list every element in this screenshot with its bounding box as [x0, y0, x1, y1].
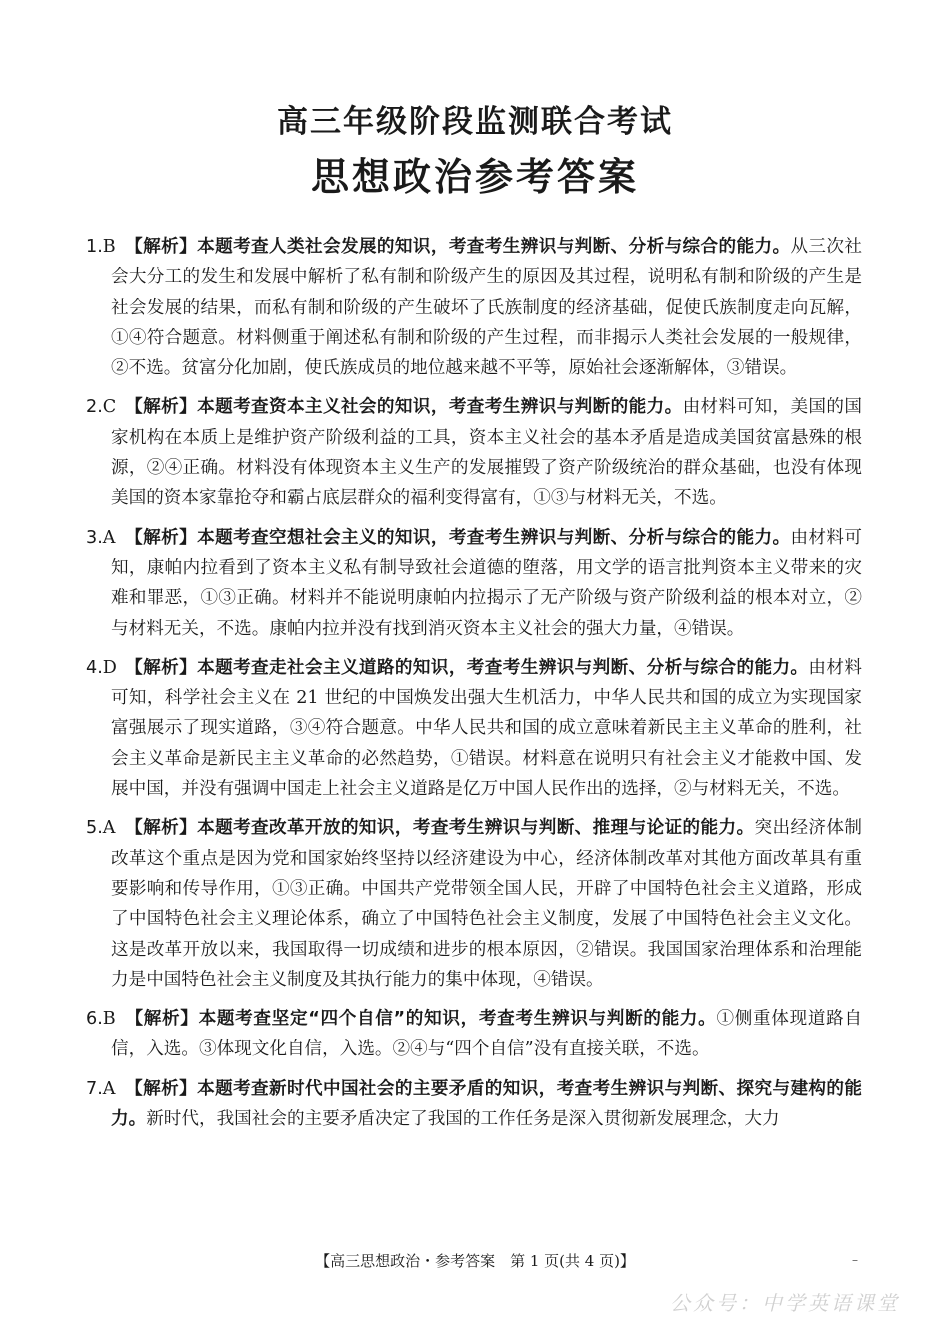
answer-item-5 — [86, 813, 862, 995]
analysis-focus: 本题考查坚定“四个自信”的知识，考查考生辨识与判断的能力。 — [198, 1009, 717, 1030]
analysis-tag: 【解析】 — [124, 1078, 198, 1099]
answer-choice: A — [102, 527, 116, 548]
question-number: 5. — [86, 818, 103, 839]
page-corner-mark: – — [852, 1253, 858, 1267]
answer-choice: A — [102, 818, 116, 839]
answer-choice: B — [102, 1009, 116, 1030]
answer-item-3 — [86, 523, 862, 644]
question-number: 6. — [86, 1009, 103, 1030]
question-number: 4. — [86, 657, 103, 678]
answer-list — [86, 232, 862, 1143]
answer-item-7 — [86, 1074, 862, 1135]
answer-choice: C — [102, 397, 117, 418]
analysis-tag: 【解析】 — [124, 818, 198, 839]
analysis-body: 由材料可知，科学社会主义在 21 世纪的中国焕发出强大生机活力，中华人民共和国的成立为实现国家富强展示了现实道路，③④符合题意。中华人民共和国的成立意味着新民主主义革命的胜利，社会主义革命是新民主主义革命的必然趋势，①错误。材料意在说明只有社会主义才能救中国、发展中国，并没有强调中国走上社会主义道路是亿万中国人民作出的选择，②与材料无关，不选。 — [111, 657, 862, 800]
analysis-focus: 本题考查走社会主义道路的知识，考查考生辨识与判断、分析与综合的能力。 — [197, 657, 809, 678]
analysis-tag: 【解析】 — [124, 237, 198, 257]
question-number: 3. — [86, 527, 103, 548]
question-number: 1. — [86, 237, 103, 257]
analysis-body: 由材料可知，康帕内拉看到了资本主义私有制导致社会道德的堕落，用文学的语言批判资本主义带来的灾难和罪恶，①③正确。材料并不能说明康帕内拉揭示了无产阶级与资产阶级利益的根本对立，②与材料无关，不选。康帕内拉并没有找到消灭资本主义社会的强大力量，④错误。 — [111, 527, 862, 639]
watermark: 公众号：中学英语课堂 — [670, 1291, 900, 1315]
analysis-tag: 【解析】 — [124, 1009, 199, 1030]
answer-item-6 — [86, 1004, 862, 1065]
question-number: 2. — [86, 397, 103, 418]
answer-item-4 — [86, 653, 862, 804]
analysis-body: 突出经济体制改革这个重点是因为党和国家始终坚持以经济建设为中心，经济体制改革对其他方面改革具有重要影响和传导作用，①③正确。中国共产党带领全国人民，开辟了中国特色社会主义道路，形成了中国特色社会主义理论体系，确立了中国特色社会主义制度，发展了中国特色社会主义文化。这是改革开放以来，我国取得一切成绩和进步的根本原因，②错误。我国国家治理体系和治理能力是中国特色社会主义制度及其执行能力的集中体现，④错误。 — [111, 818, 862, 990]
exam-title: 高三年级阶段监测联合考试 — [277, 104, 673, 140]
analysis-focus: 本题考查资本主义社会的知识，考查考生辨识与判断的能力。 — [197, 397, 683, 418]
page-footer: 【高三思想政治・参考答案 第 1 页(共 4 页)】 — [315, 1252, 635, 1270]
analysis-tag: 【解析】 — [124, 657, 198, 678]
answer-choice: A — [102, 1078, 116, 1099]
answer-item-2 — [86, 392, 862, 513]
analysis-body: ①侧重体现道路自信，入选。③体现文化自信，入选。②④与“四个自信”没有直接关联，不选。 — [111, 1009, 862, 1060]
question-number: 7. — [86, 1078, 103, 1099]
analysis-tag: 【解析】 — [124, 397, 198, 418]
analysis-focus: 本题考查人类社会发展的知识，考查考生辨识与判断、分析与综合的能力。 — [197, 237, 791, 257]
analysis-body: 从三次社会大分工的发生和发展中解析了私有制和阶级产生的原因及其过程，说明私有制和阶级的产生是社会发展的结果，而私有制和阶级的产生破坏了氏族制度的经济基础，促使氏族制度走向瓦解，①④符合题意。材料侧重于阐述私有制和阶级的产生过程，而非揭示人类社会发展的一般规律，②不选。贫富分化加剧，使氏族成员的地位越来越不平等，原始社会逐渐解体，③错误。 — [111, 237, 862, 379]
analysis-focus: 本题考查新时代中国社会的主要矛盾的知识，考查考生辨识与判断、探究与建构的能力。 — [111, 1078, 862, 1130]
answer-item-1 — [86, 232, 862, 383]
analysis-body: 由材料可知，美国的国家机构在本质上是维护资产阶级利益的工具，资本主义社会的基本矛盾是造成美国贫富悬殊的根源，②④正确。材料没有体现资本主义生产的发展摧毁了资产阶级统治的群众基础，也没有体现美国的资本家靠抢夺和霸占底层群众的福利变得富有，①③与材料无关，不选。 — [111, 397, 862, 509]
analysis-focus: 本题考查空想社会主义的知识，考查考生辨识与判断、分析与综合的能力。 — [197, 527, 791, 548]
answer-key-title: 思想政治参考答案 — [310, 155, 639, 199]
analysis-body: 新时代，我国社会的主要矛盾决定了我国的工作任务是深入贯彻新发展理念，大力 — [146, 1109, 780, 1130]
answer-choice: D — [102, 657, 117, 678]
analysis-tag: 【解析】 — [124, 527, 198, 548]
answer-choice: B — [102, 237, 116, 257]
analysis-focus: 本题考查改革开放的知识，考查考生辨识与判断、推理与论证的能力。 — [197, 818, 755, 839]
